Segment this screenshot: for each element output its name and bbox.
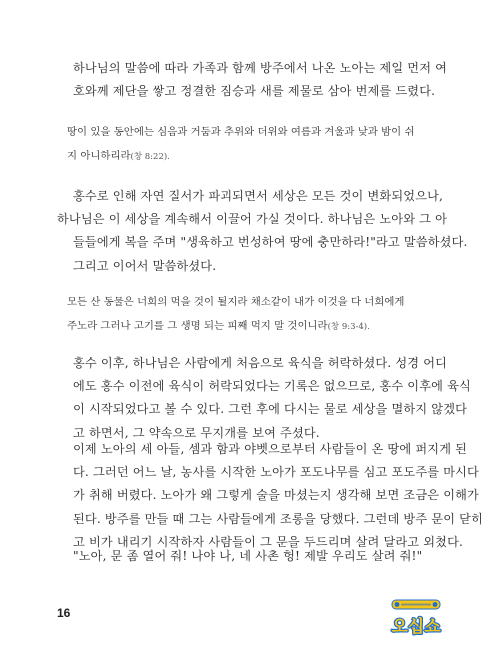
quote-line <box>67 314 467 338</box>
logo-image <box>386 598 446 638</box>
paragraph-3 <box>57 352 471 445</box>
text-line: 고 하면서, 그 약속으로 무지개를 보여 주셨다. <box>73 425 320 440</box>
quote-line <box>67 144 467 168</box>
scripture-reference: (창 8:22). <box>130 152 170 163</box>
dialogue-line: "노아, 문 좀 열어 줘! 나야 나, 네 사촌 헝! 제발 우리도 살려 줘!" <box>73 549 423 563</box>
quote-line: 땅이 있을 동안에는 심음과 거둠과 추위와 더위와 여름과 겨울과 낮과 밤이 쉬 <box>67 126 415 138</box>
paragraph-4 <box>57 438 484 554</box>
quote-line: 모든 산 동물은 너희의 먹을 것이 될지라 채소같이 내가 이것을 다 너희에게 <box>67 296 405 308</box>
page-number: 16 <box>57 606 71 620</box>
text-line: 된다. 방주를 만들 때 그는 사람들에게 조롱을 당했다. 그런데 방주 문이 닫히 <box>73 511 484 526</box>
paragraph-5 <box>57 545 457 568</box>
scripture-quote-1 <box>67 120 467 169</box>
text-line: 에도 홍수 이전에 육식이 허락되었다는 기록은 없으므로, 홍수 이후에 육식 <box>73 379 471 394</box>
text-line: 하나님은 이 세상을 계속해서 이끌어 가실 것이다. 하나님은 노아와 그 아 <box>57 212 448 227</box>
text-line: 이 시작되었다고 볼 수 있다. 그런 후에 다시는 물로 세상을 멸하지 않겠다 <box>73 402 468 417</box>
text-line: 다. 그러던 어느 날, 농사를 시작한 노아가 포도나무를 심고 포도주를 마시다 <box>73 465 479 480</box>
scripture-reference: (창 9:3-4). <box>327 322 370 333</box>
text-line: 호와께 제단을 쌓고 정결한 짐승과 새를 제물로 삼아 번제를 드렸다. <box>73 84 436 99</box>
scripture-quote-2 <box>67 290 467 339</box>
text-line: 홍수로 인해 자연 질서가 파괴되면서 세상은 모든 것이 변화되었으나, <box>73 189 444 203</box>
text-line: 가 취해 버렸다. 노아가 왜 그렇게 술을 마셨는지 생각해 보면 조금은 이해가 <box>73 488 479 503</box>
publisher-logo <box>386 598 446 638</box>
text-line: 들들에게 복을 주며 "생육하고 번성하여 땅에 충만하라!"라고 말씀하셨다. <box>73 235 468 250</box>
quote-line-text: 지 아니하리라 <box>67 150 131 163</box>
quote-line-text: 주노라 그러나 고기를 그 생명 되는 피째 먹지 말 것이니라 <box>67 320 328 333</box>
text-line: 하나님의 말씀에 따라 가족과 함께 방주에서 나온 노아는 제일 먼저 여 <box>73 61 448 75</box>
svg-text:오십쇼: 오십쇼 <box>391 617 441 636</box>
paragraph-2 <box>57 185 468 278</box>
text-line: 그리고 이어서 말씀하셨다. <box>73 258 217 273</box>
text-line: 이제 노아의 세 아들, 셈과 함과 야벳으로부터 사람들이 온 땅에 퍼지게 된 <box>73 442 468 456</box>
text-line: 고 비가 내리기 시작하자 사람들이 그 문을 두드리며 살려 달라고 외쳤다. <box>73 534 464 549</box>
paragraph-1 <box>57 57 457 103</box>
text-line: 홍수 이후, 하나님은 사람에게 처음으로 육식을 허락하셨다. 성경 어디 <box>73 356 448 370</box>
